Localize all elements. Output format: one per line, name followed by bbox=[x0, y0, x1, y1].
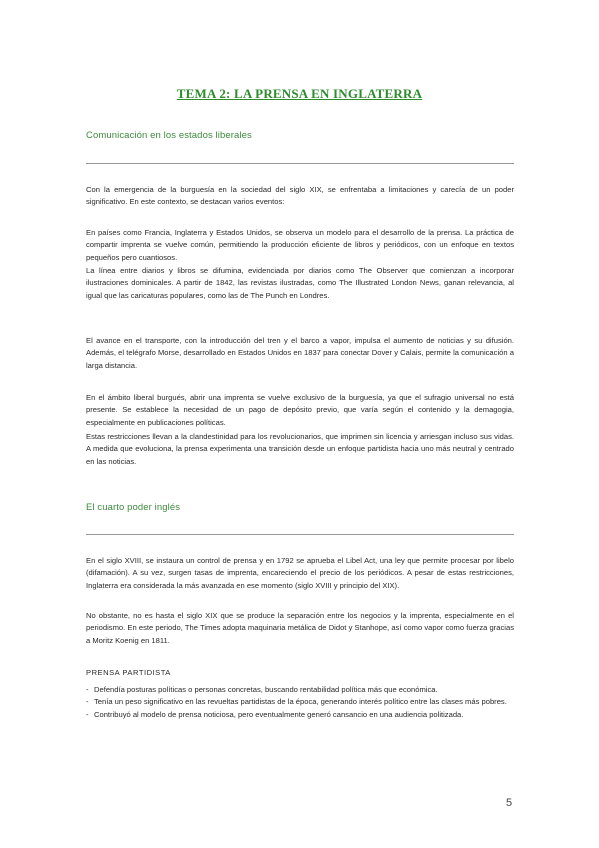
paragraph: En países como Francia, Inglaterra y Estados Unidos, se observa un modelo para el desarrollo de la prensa. La práctica de compartir imprenta se vuelve común, permitiendo la producción eficiente de libros y periódicos, con un enfoque en textos pequeños pero cuantiosos. bbox=[86, 228, 514, 262]
bullet-marker: - bbox=[86, 697, 89, 707]
list-item bbox=[86, 709, 514, 721]
section-heading-fourth-estate: El cuarto poder inglés bbox=[86, 502, 181, 513]
page-number: 5 bbox=[506, 797, 513, 809]
bullet-list bbox=[86, 684, 514, 721]
paragraph: Estas restricciones llevan a la clandestinidad para los revolucionarios, que imprimen sin licencia y arriesgan incluso sus vidas. A medida que evoluciona, la prensa experimenta una transición desde un enfoque partidista hacia uno más neutral y centrado en las noticias. bbox=[86, 432, 514, 466]
section-divider bbox=[86, 163, 514, 164]
list-item-text: Tenía un peso significativo en las revueltas partidistas de la época, generando interés político entre las clases más pobres. bbox=[94, 697, 507, 707]
section-heading-liberal-states: Comunicación en los estados liberales bbox=[86, 130, 252, 141]
paragraph: La línea entre diarios y libros se difumina, evidenciada por diarios como The Observer que comienzan a incorporar ilustraciones dominicales. A partir de 1842, las revistas ilustradas, como The Illustrated London News, ganan relevancia, al igual que las caricaturas populares, como las de The Punch en Londres. bbox=[86, 266, 514, 300]
list-item bbox=[86, 696, 514, 708]
section-divider bbox=[86, 534, 514, 535]
paragraph: En el ámbito liberal burgués, abrir una imprenta se vuelve exclusivo de la burguesía, ya que el sufragio universal no está presente. Se establece la necesidad de un pago de depósito previo, que varía según el contenido y la demagogia, especialmente en publicaciones políticas. bbox=[86, 393, 514, 427]
paragraph: No obstante, no es hasta el siglo XIX que se produce la separación entre los negocios y la imprenta, especialmente en el periodismo. En este periodo, The Times adopta maquinaria metálica de Didot y Stanhope, así como vapor como fuerza gracias a Moritz Koenig en 1811. bbox=[86, 611, 514, 645]
paragraph: Con la emergencia de la burguesía en la sociedad del siglo XIX, se enfrentaba a limitaciones y carecía de un poder significativo. En este contexto, se destacan varios eventos: bbox=[86, 185, 514, 207]
subheading-partisan-press: PRENSA PARTIDISTA bbox=[86, 668, 171, 677]
list-item-text: Defendía posturas políticas o personas concretas, buscando rentabilidad política más que económica. bbox=[94, 685, 438, 694]
list-item-text: Contribuyó al modelo de prensa noticiosa, pero eventualmente generó cansancio en una audiencia politizada. bbox=[94, 709, 464, 719]
bullet-marker: - bbox=[86, 709, 89, 719]
document-title: TEMA 2: LA PRENSA EN INGLATERRA bbox=[176, 86, 423, 101]
list-item bbox=[86, 684, 514, 696]
paragraph: El avance en el transporte, con la introducción del tren y el barco a vapor, impulsa el aumento de noticias y su difusión. Además, el telégrafo Morse, desarrollado en Estados Unidos en 1837 para conectar Dover y Calais, permite la comunicación a larga distancia. bbox=[86, 336, 514, 370]
bullet-marker: - bbox=[86, 685, 89, 694]
paragraph: En el siglo XVIII, se instaura un control de prensa y en 1792 se aprueba el Libel Act, una ley que permite procesar por libelo (difamación). A su vez, surgen tasas de imprenta, encareciendo el precio de los periódicos. A pesar de estas restricciones, Inglaterra era considerada la más avanzada en ese momento (siglo XVIII y principio del XIX). bbox=[86, 556, 514, 590]
